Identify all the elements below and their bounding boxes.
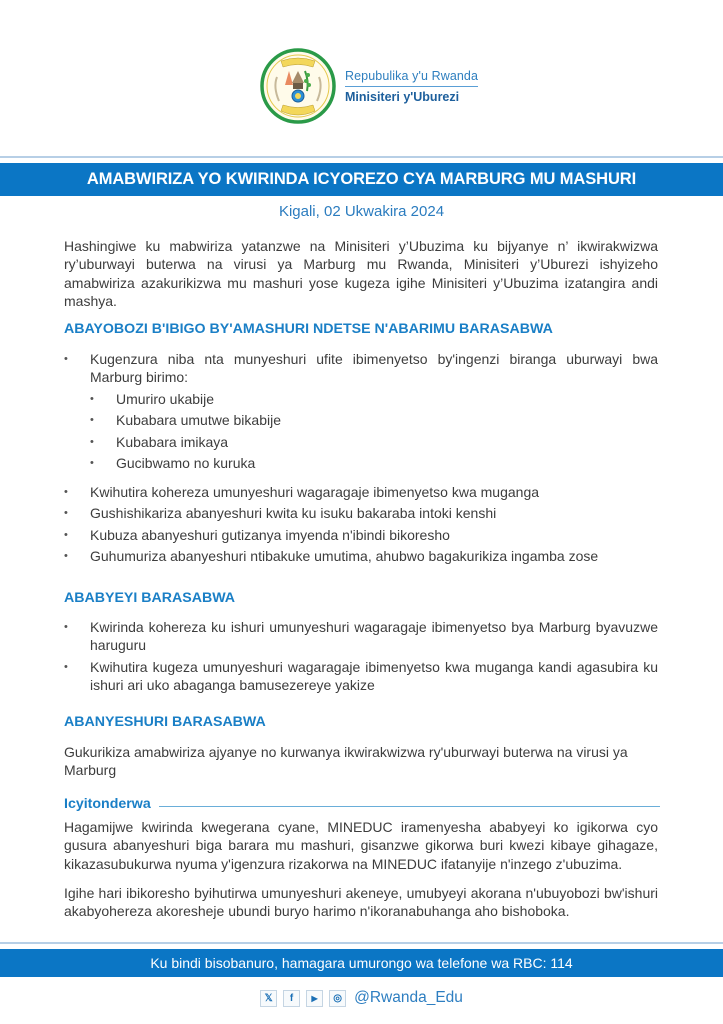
section-leaders-teachers xyxy=(64,350,658,568)
social-links xyxy=(0,989,723,1007)
symptoms-list xyxy=(90,390,658,473)
youtube-icon[interactable]: ▶ xyxy=(306,990,323,1007)
document-date: Kigali, 02 Ukwakira 2024 xyxy=(278,203,445,220)
social-handle[interactable]: @Rwanda_Edu xyxy=(354,989,463,1006)
list-item: • Kubuza abanyeshuri gutizanya imyenda n'ibindi bikoresho xyxy=(64,526,658,544)
intro-paragraph: Hashingiwe ku mabwiriza yatanzwe na Minisiteri y’Ubuzima ku bijyanye n’ ikwirakwizwa ry’uburwayi buterwa na virusi ya Marburg mu Rwanda, Minisiteri y’Uburezi ishyizeho amabwiriza azakurikizwa mu mashuri yose kugeza igihe Minisiteri y’Ubuzima izatangira andi mashya. xyxy=(64,238,658,309)
section-heading-leaders-teachers: ABAYOBOZI B'IBIGO BY'AMASHURI NDETSE N'ABARIMU BARASABWA xyxy=(64,321,553,337)
section-heading-parents: ABABYEYI BARASABWA xyxy=(64,590,236,606)
note-heading: Icyitonderwa xyxy=(64,796,660,812)
divider-top xyxy=(0,156,723,158)
list-item: • Kugenzura niba nta munyeshuri ufite ibimenyetso by'ingenzi biranga uburwayi bwa Marburg birimo: xyxy=(64,350,658,387)
divider-bottom xyxy=(0,942,723,944)
section-students-text: Gukurikiza amabwiriza ajyanye no kurwanya ikwirakwizwa ry'uburwayi buterwa na virusi ya Marburg xyxy=(64,744,628,779)
symptom-item: • Gucibwamo no kuruka xyxy=(90,454,658,472)
list-item: • Guhumuriza abanyeshuri ntibakuke umutima, ahubwo bagakurikiza ingamba zose xyxy=(64,547,658,565)
ministry-logo xyxy=(259,47,478,125)
document-title: AMABWIRIZA YO KWIRINDA ICYOREZO CYA MARBURG MU MASHURI xyxy=(0,163,723,196)
list-item: • Kwihutira kugeza umunyeshuri wagaragaje ibimenyetso kwa muganga kandi agasubira ku ishuri ari uko abaganga bamusezereye yakize xyxy=(64,658,658,695)
facebook-icon[interactable]: f xyxy=(283,990,300,1007)
list-item: • Kwihutira kohereza umunyeshuri wagaragaje ibimenyetso kwa muganga xyxy=(64,483,658,501)
x-icon[interactable]: 𝕏 xyxy=(260,990,277,1007)
section-parents xyxy=(64,618,658,698)
symptom-item: • Kubabara umutwe bikabije xyxy=(90,411,658,429)
republic-name: Repubulika y'u Rwanda xyxy=(345,69,478,87)
list-item: • Gushishikariza abanyeshuri kwita ku isuku bakaraba intoki kenshi xyxy=(64,504,658,522)
coat-of-arms-icon xyxy=(259,47,337,125)
ministry-name: Minisiteri y'Uburezi xyxy=(345,89,460,104)
instagram-icon[interactable]: ◎ xyxy=(329,990,346,1007)
symptom-item: • Kubabara imikaya xyxy=(90,433,658,451)
symptom-item: • Umuriro ukabije xyxy=(90,390,658,408)
section-heading-students: ABANYESHURI BARASABWA xyxy=(64,714,266,730)
note-paragraph-1: Hagamijwe kwirinda kwegerana cyane, MINEDUC iramenyesha ababyeyi ko igikorwa cyo gusura abanyeshuri biga barara mu mashuri, gisanzwe gikorwa buri kwezi kibaye gihagaze, kikazasubukurwa nyuma y'igenzura rizakorwa na MINEDUC ifatanyije n'inzego z'ubuzima. xyxy=(64,819,658,872)
note-paragraph-2: Igihe hari ibikoresho byihutirwa umunyeshuri akeneye, umubyeyi akorana n'ubuyobozi bw'ishuri akabyohereza akoresheje ubundi buryo harimo n'ikoranabuhanga aho bishoboka. xyxy=(64,885,658,920)
note-divider xyxy=(159,806,660,807)
list-item: • Kwirinda kohereza ku ishuri umunyeshuri wagaragaje ibimenyetso bya Marburg byavuzwe haruguru xyxy=(64,618,658,655)
hotline-banner: Ku bindi bisobanuro, hamagara umurongo wa telefone wa RBC: 114 xyxy=(0,949,723,977)
